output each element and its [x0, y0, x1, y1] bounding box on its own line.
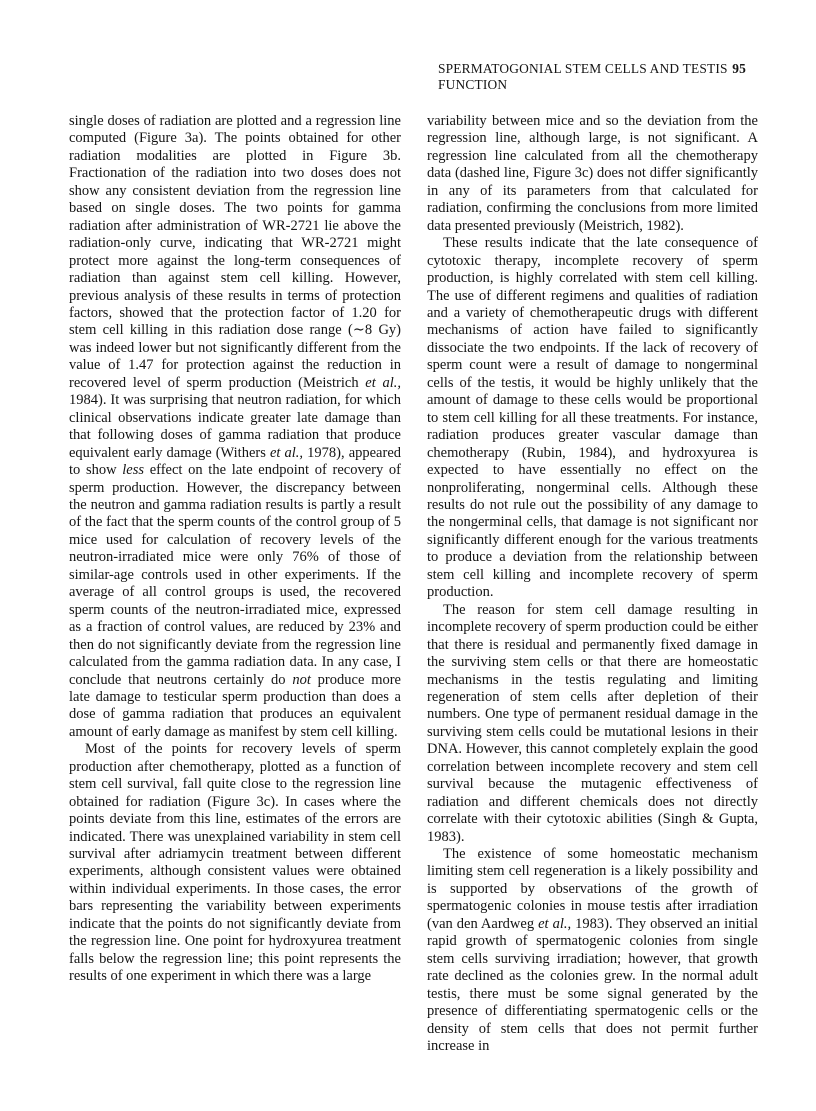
paragraph: single doses of radiation are plotted and a regression line computed (Figure 3a). The points obtained for other radiation modalities are plotted in Figure 3b. Fractionation of the radiation into two doses does not show any consistent deviation from the regression line based on single doses. The two points for gamma radiation after administration of WR-2721 lie above the radiation-only curve, indicating that WR-2721 might protect more against the long-term consequences of radiation than against stem cell killing. However, previous analysis of these results in terms of protection factors, showed that the protection factor of 1.20 for stem cell killing in this radiation dose range (∼8 Gy) was indeed lower but not significantly different from the value of 1.47 for protection against the reduction in recovered level of sperm production (Meistrich et al., 1984). It was surprising that neutron radiation, for which clinical observations indicate greater late damage than that following doses of gamma radiation that produce equivalent early damage (Withers et al., 1978), appeared to show less effect on the late endpoint of recovery of sperm production. However, the discrepancy between the neutron and gamma radiation results is partly a result of the fact that the sperm counts of the control group of 5 mice used for calculation of recovery levels of the neutron-irradiated mice were only 76% of those of similar-age controls used in other experiments. If the average of all control groups is used, the recovered sperm counts of the neutron-irradiated mice, expressed as a fraction of control values, are reduced by 23% and then do not significantly deviate from the regression line calculated from the gamma radiation data. In any case, I conclude that neutrons certainly do not produce more late damage to testicular sperm production than does a dose of gamma radiation that produces an equivalent amount of early damage as manifest by stem cell killing.	[69, 113, 402, 740]
left-column	[69, 113, 401, 986]
paragraph: Most of the points for recovery levels of sperm production after chemotherapy, plotted as a function of stem cell survival, fall quite close to the regression line obtained for radiation (Figure 3c). In cases where the points deviate from this line, estimates of the errors are indicated. There was unexplained variability in stem cell survival after adriamycin treatment between different experiments, although consistent values were obtained within individual experiments. In those cases, the error bars representing the variability between experiments indicate that the points do not significantly deviate from the regression line. One point for hydroxyurea treatment falls below the regression line; this point represents the results of one experiment in which there was a large	[69, 741, 401, 985]
right-column	[427, 113, 758, 1055]
running-title: SPERMATOGONIAL STEM CELLS AND TESTIS FUNCTION	[438, 61, 728, 92]
paragraph: variability between mice and so the deviation from the regression line, although large, is not significant. A regression line calculated from all the chemotherapy data (dashed line, Figure 3c) does not differ significantly in any of its parameters from that calculated for radiation, confirming the conclusions from more limited data presented previously (Meistrich, 1982).	[427, 113, 758, 234]
paragraph: These results indicate that the late consequence of cytotoxic therapy, incomplete recovery of sperm production, is highly correlated with stem cell killing. The use of different regimens and qualities of radiation and a variety of chemotherapeutic drugs with different mechanisms of action have failed to significantly dissociate the two endpoints. If the lack of recovery of sperm count were a result of damage to nongerminal cells of the testis, it would be highly unlikely that the amount of damage to these cells would be proportional to stem cell killing for all these treatments. For instance, radiation produces greater vascular damage than chemotherapy (Rubin, 1984), and hydroxyurea is expected to have essentially no effect on the nonproliferating, nongerminal cells. Although these results do not rule out the possibility of any damage to the nongerminal cells, that damage is not significant nor significantly different enough for the various treatments to produce a deviation from the relationship between stem cell killing and incomplete recovery of sperm production.	[427, 235, 758, 601]
running-header	[438, 61, 746, 92]
paragraph: The existence of some homeostatic mechanism limiting stem cell regeneration is a likely possibility and is supported by observations of the growth of spermatogenic colonies in mouse testis after irradiation (van den Aardweg et al., 1983). They observed an initial rapid growth of spermatogenic colonies from single stem cells surviving irradiation; however, that growth rate declined as the colonies grew. In the normal adult testis, there must be some signal generated by the presence of differentiating spermatogenic cells or the density of stem cells that does not permit further increase in	[427, 846, 759, 1055]
page-number: 95	[732, 61, 746, 76]
paragraph: The reason for stem cell damage resulting in incomplete recovery of sperm production could be either that there is residual and permanently fixed damage in the surviving stem cells or that there are homeostatic mechanisms in the testis regulating and limiting regeneration of stem cells after depletion of their numbers. One type of permanent residual damage in the surviving stem cells could be mutational lesions in their DNA. However, this cannot completely explain the good correlation between incomplete recovery and stem cell survival because the mutagenic effectiveness of radiation and different chemicals does not directly correlate with their cytotoxic abilities (Singh & Gupta, 1983).	[427, 601, 758, 845]
